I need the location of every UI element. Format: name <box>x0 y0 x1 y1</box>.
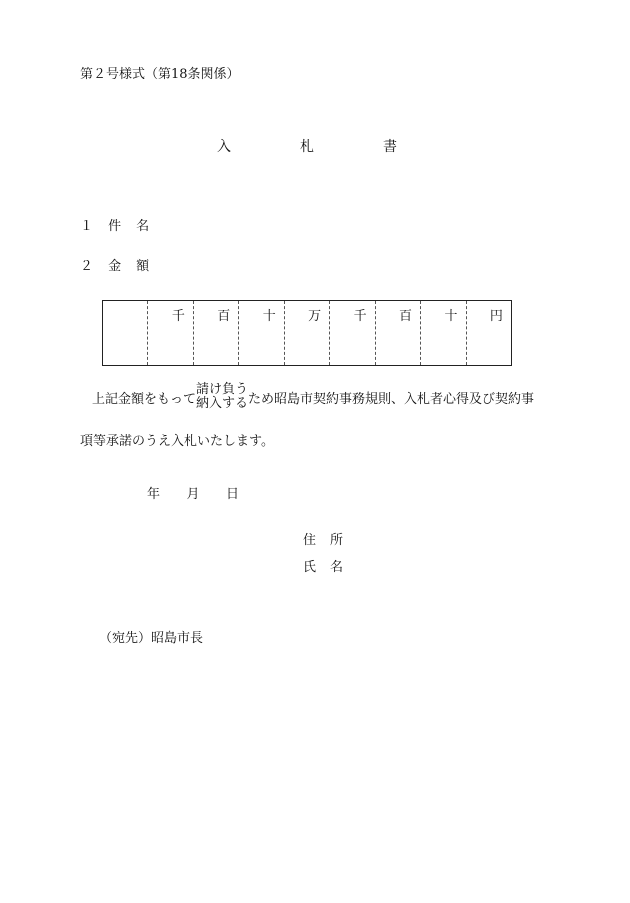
item-label-char: 件 <box>108 219 122 234</box>
amount-cell[interactable] <box>285 301 330 365</box>
unit-label: 十 <box>262 309 276 324</box>
unit-label: 十 <box>444 309 458 324</box>
body-text-line-2: 項等承諾のうえ入札いたします。 <box>80 434 274 449</box>
title-char: 書 <box>383 139 397 155</box>
amount-cell[interactable] <box>421 301 466 365</box>
amount-cell[interactable] <box>467 301 511 365</box>
body-suffix: ため昭島市契約事務規則、入札者心得及び契約事 <box>248 391 535 407</box>
unit-label: 千 <box>353 309 367 324</box>
document-title <box>217 136 397 156</box>
day-label: 日 <box>225 487 239 502</box>
amount-cell[interactable] <box>148 301 193 365</box>
date-line <box>147 487 239 503</box>
amount-table[interactable] <box>102 300 512 366</box>
option-contract: 請け負う <box>196 382 249 397</box>
unit-label: 円 <box>489 309 503 324</box>
contract-type-options <box>196 383 248 411</box>
item-number: ２ <box>80 259 94 274</box>
unit-label: 万 <box>308 309 322 324</box>
year-label: 年 <box>147 487 161 502</box>
unit-label: 千 <box>171 309 185 324</box>
form-number: 第２号様式（第18条関係） <box>80 67 240 82</box>
amount-cell[interactable] <box>330 301 375 365</box>
option-delivery: 納入する <box>196 396 249 411</box>
unit-label: 百 <box>399 309 413 324</box>
addressee: （宛先）昭島市長 <box>99 631 204 646</box>
item-label-char: 名 <box>136 219 150 234</box>
name-label: 氏 名 <box>303 560 344 575</box>
item-amount <box>80 259 164 275</box>
title-char: 札 <box>300 139 314 155</box>
unit-label: 百 <box>217 309 231 324</box>
item-subject <box>80 219 164 235</box>
amount-cell[interactable] <box>239 301 284 365</box>
item-label-char: 額 <box>136 259 150 274</box>
item-label-char: 金 <box>108 259 122 274</box>
title-char: 入 <box>217 139 231 155</box>
body-text-line-1 <box>80 383 534 411</box>
address-label: 住 所 <box>303 533 344 548</box>
amount-cell[interactable] <box>103 301 148 365</box>
amount-cell[interactable] <box>376 301 421 365</box>
item-number: １ <box>80 219 94 234</box>
body-prefix: 上記金額をもって <box>92 391 197 407</box>
month-label: 月 <box>186 487 200 502</box>
amount-cell[interactable] <box>194 301 239 365</box>
